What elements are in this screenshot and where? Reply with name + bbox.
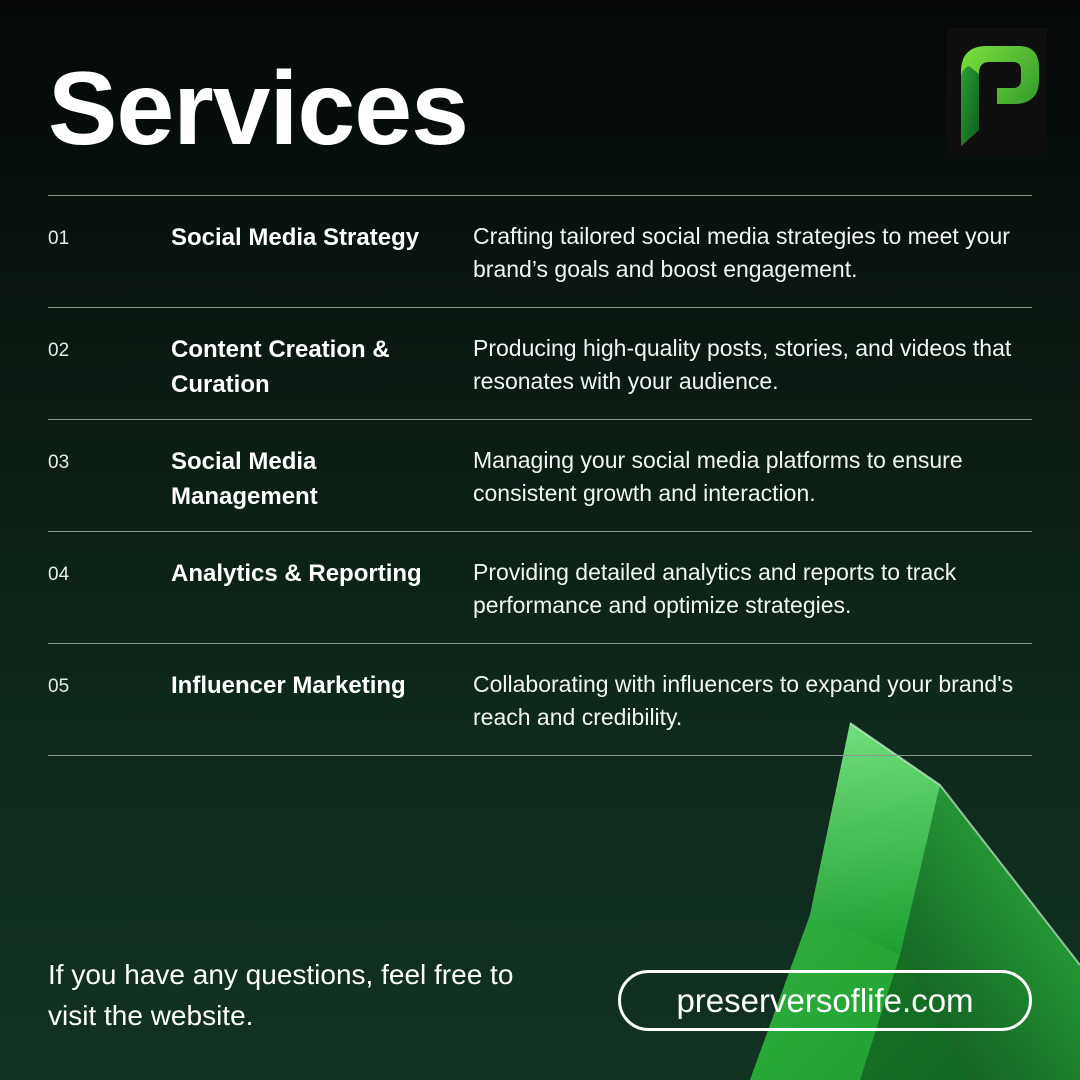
service-row <box>48 532 1032 644</box>
service-description: Providing detailed analytics and reports to track performance and optimize strategies. <box>473 559 957 618</box>
service-name: Influencer Marketing <box>171 672 406 699</box>
service-number: 05 <box>48 676 70 697</box>
service-row <box>48 644 1032 756</box>
service-name: Analytics & Reporting <box>171 560 422 587</box>
service-row <box>48 196 1032 308</box>
brand-logo-icon <box>947 28 1047 154</box>
service-row <box>48 308 1032 420</box>
service-number: 01 <box>48 228 70 249</box>
service-name: Social Media Management <box>171 448 318 510</box>
service-description: Crafting tailored social media strategies to meet your brand’s goals and boost engagement. <box>473 223 1010 282</box>
service-description: Managing your social media platforms to ensure consistent growth and interaction. <box>473 447 963 506</box>
service-number: 04 <box>48 564 70 585</box>
service-description: Collaborating with influencers to expand your brand's reach and credibility. <box>473 671 1014 730</box>
service-number: 02 <box>48 340 70 361</box>
service-row <box>48 420 1032 532</box>
page-title: Services <box>48 51 468 167</box>
contact-prompt: If you have any questions, feel free to visit the website. <box>48 959 514 1031</box>
service-name: Content Creation & Curation <box>171 336 390 398</box>
service-number: 03 <box>48 452 70 473</box>
service-name: Social Media Strategy <box>171 224 420 251</box>
service-description: Producing high-quality posts, stories, and videos that resonates with your audience. <box>473 335 1012 394</box>
website-link-button[interactable]: preserversoflife.com <box>618 970 1032 1031</box>
services-list <box>48 195 1032 756</box>
